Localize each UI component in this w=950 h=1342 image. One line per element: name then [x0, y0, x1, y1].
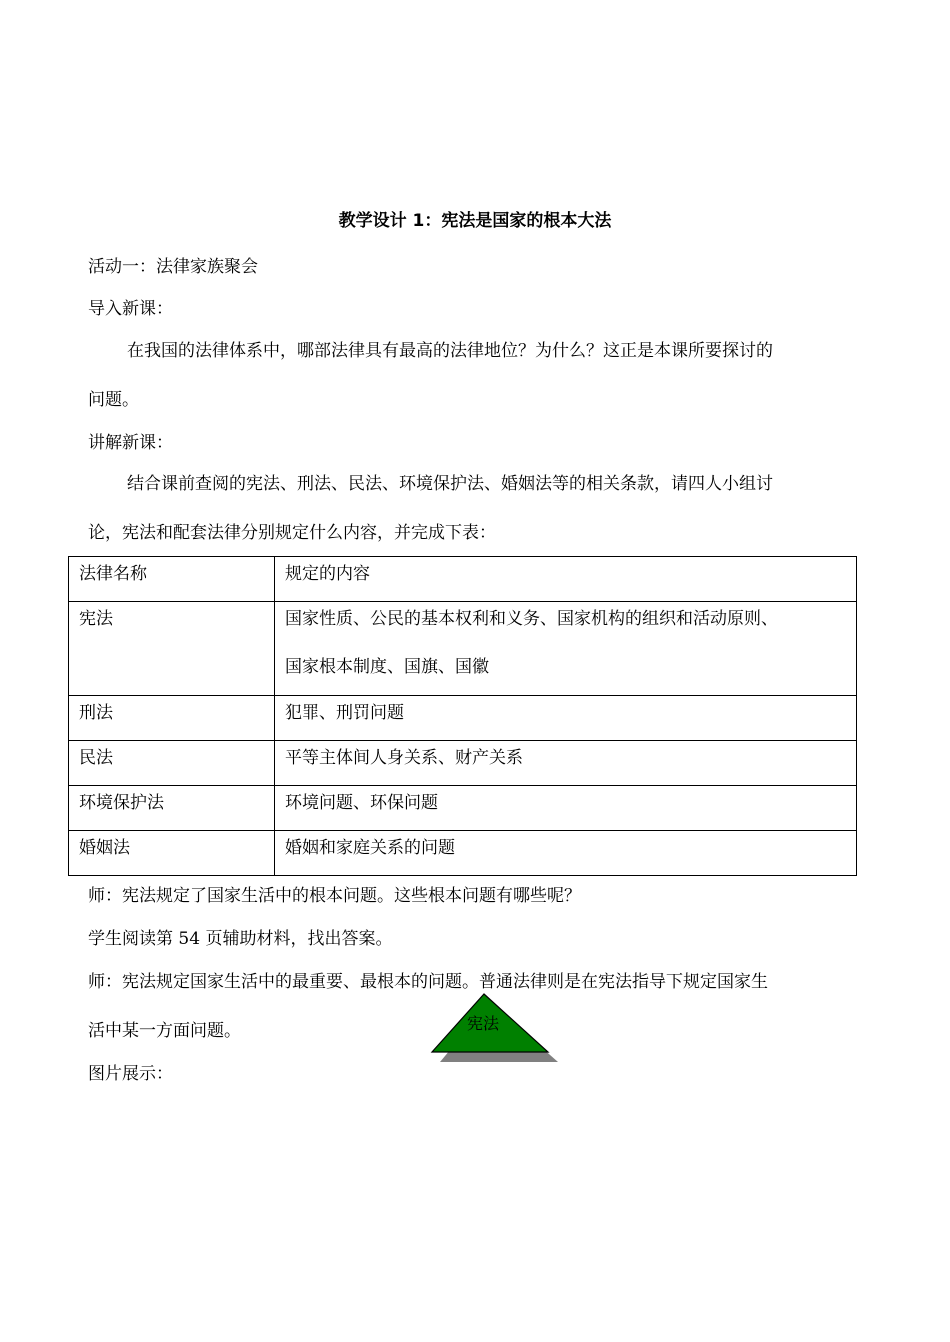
- activity-heading: 活动一：法律家族聚会: [88, 257, 258, 277]
- teacher-explanation-line2: 活中某一方面问题。: [88, 1021, 241, 1041]
- law-name-cell: 婚姻法: [69, 831, 275, 876]
- law-content-line2: 国家根本制度、国旗、国徽: [285, 657, 489, 677]
- law-name-cell: 民法: [69, 741, 275, 786]
- lecture-paragraph-line1: 结合课前查阅的宪法、刑法、民法、环境保护法、婚姻法等的相关条款，请四人小组讨: [127, 474, 773, 494]
- law-content-cell: 平等主体间人身关系、财产关系: [275, 741, 857, 786]
- pyramid-label: 宪法: [466, 1014, 499, 1033]
- table-row: [69, 696, 857, 741]
- table-row: [69, 741, 857, 786]
- law-content-cell: 环境问题、环保问题: [275, 786, 857, 831]
- law-content-cell: [275, 602, 857, 696]
- law-content-cell: 婚姻和家庭关系的问题: [275, 831, 857, 876]
- header-law-name: 法律名称: [69, 557, 275, 602]
- figure-heading: 图片展示：: [88, 1064, 173, 1084]
- table-row: [69, 831, 857, 876]
- table-header-row: [69, 557, 857, 602]
- law-table: [68, 556, 857, 876]
- table-row: [69, 602, 857, 696]
- intro-paragraph-line1: 在我国的法律体系中，哪部法律具有最高的法律地位？为什么？这正是本课所要探讨的: [127, 341, 773, 361]
- lecture-heading: 讲解新课：: [88, 433, 173, 453]
- law-content-line1: 国家性质、公民的基本权利和义务、国家机构的组织和活动原则、: [285, 609, 778, 629]
- table-row: [69, 786, 857, 831]
- intro-heading: 导入新课：: [88, 299, 173, 319]
- header-content: 规定的内容: [275, 557, 857, 602]
- teacher-question: 师：宪法规定了国家生活中的根本问题。这些根本问题有哪些呢？: [88, 886, 581, 906]
- law-content-cell: 犯罪、刑罚问题: [275, 696, 857, 741]
- page-title: 教学设计 1：宪法是国家的根本大法: [338, 211, 612, 231]
- law-name-cell: 刑法: [69, 696, 275, 741]
- teacher-explanation-line1: 师：宪法规定国家生活中的最重要、最根本的问题。普通法律则是在宪法指导下规定国家生: [88, 972, 768, 992]
- intro-paragraph-line2: 问题。: [88, 390, 139, 410]
- student-instruction: 学生阅读第 54 页辅助材料，找出答案。: [88, 929, 393, 949]
- lecture-paragraph-line2: 论，宪法和配套法律分别规定什么内容，并完成下表：: [88, 523, 496, 543]
- law-name-cell: 宪法: [69, 602, 275, 696]
- law-name-cell: 环境保护法: [69, 786, 275, 831]
